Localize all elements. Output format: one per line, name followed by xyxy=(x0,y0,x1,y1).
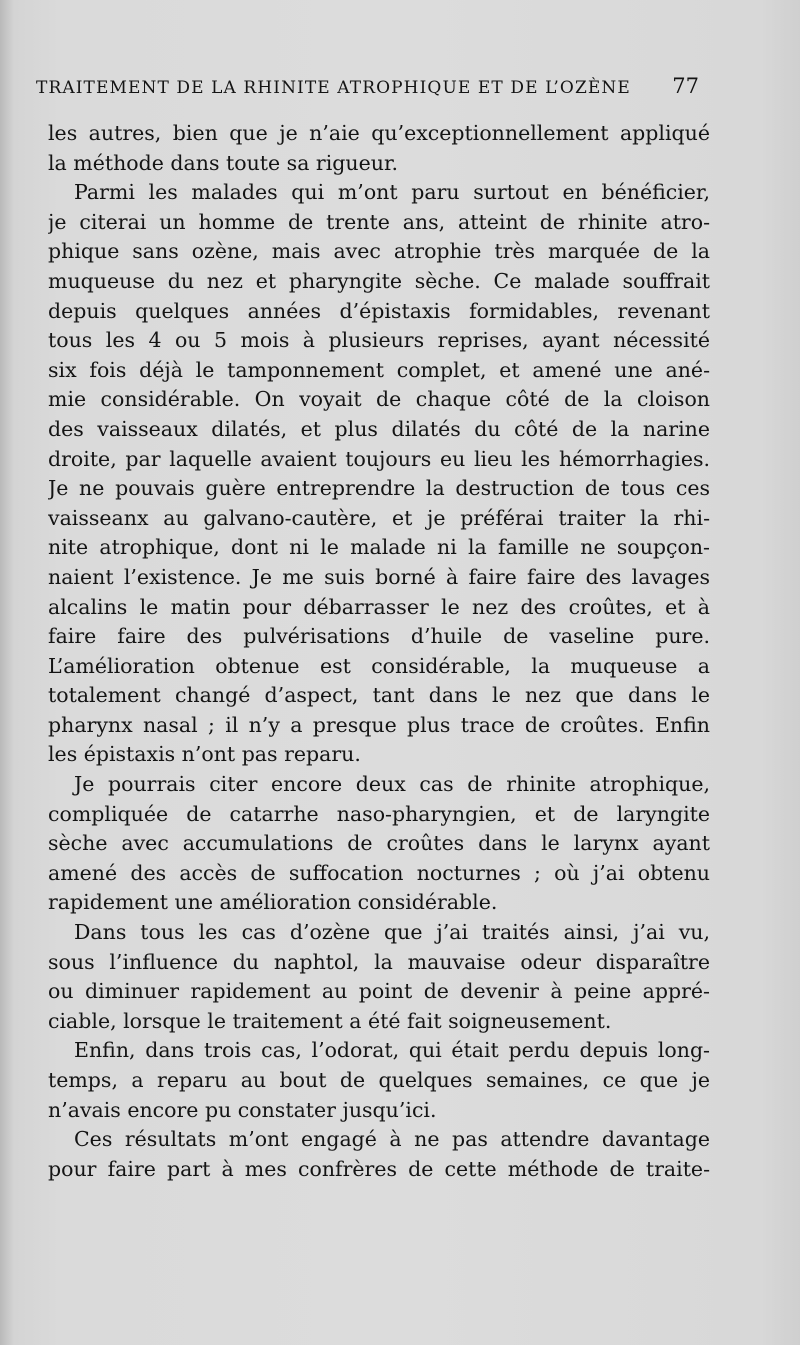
text-line: Ces résultats m’ont engagé à ne pas attendre davantage xyxy=(74,1127,710,1152)
text-line: Enfin, dans trois cas, l’odorat, qui était perdu depuis long- xyxy=(74,1038,710,1063)
text-line: nite atrophique, dont ni le malade ni la famille ne soupçon- xyxy=(48,535,710,560)
text-line: ciable, lorsque le traitement a été fait soigneusement. xyxy=(48,1008,612,1033)
text-line: mie considérable. On voyait de chaque côté de la cloison xyxy=(48,387,710,412)
text-line: six fois déjà le tamponnement complet, et amené une ané- xyxy=(48,357,710,382)
text-line: pharynx nasal ; il n’y a presque plus trace de croûtes. Enfin xyxy=(48,712,710,737)
page-number: 77 xyxy=(672,74,699,98)
text-line: temps, a reparu au bout de quelques semaines, ce que je xyxy=(48,1068,710,1092)
text-line: je citerai un homme de trente ans, atteint de rhinite atro- xyxy=(48,209,710,234)
text-line: droite, par laquelle avaient toujours eu lieu les hémorrhagies. xyxy=(48,446,710,471)
text-line: sous l’influence du naphtol, la mauvaise odeur disparaître xyxy=(48,949,710,974)
running-title: TRAITEMENT DE LA RHINITE ATROPHIQUE ET DE L’OZÈNE xyxy=(36,78,631,98)
text-line: Je pourrais citer encore deux cas de rhinite atrophique, xyxy=(74,772,710,797)
text-line: les autres, bien que je n’aie qu’exceptionnellement appliqué xyxy=(48,121,710,145)
text-line: depuis quelques années d’épistaxis formidables, revenant xyxy=(48,298,710,323)
text-line: vaisseanx au galvano-cautère, et je préférai traiter la rhi- xyxy=(48,505,710,530)
text-line: totalement changé d’aspect, tant dans le nez que dans le xyxy=(48,683,710,708)
text-line: des vaisseaux dilatés, et plus dilatés du côté de la narine xyxy=(48,416,710,441)
text-line: amené des accès de suffocation nocturnes ; où j’ai obtenu xyxy=(48,860,710,885)
text-line: sèche avec accumulations de croûtes dans le larynx ayant xyxy=(48,831,710,856)
text-line: naient l’existence. Je me suis borné à faire faire des lavages xyxy=(48,564,710,589)
text-line: n’avais encore pu constater jusqu’ici. xyxy=(48,1097,437,1122)
text-line: tous les 4 ou 5 mois à plusieurs reprises, ayant nécessité xyxy=(48,328,710,353)
text-line: Parmi les malades qui m’ont paru surtout en bénéficier, xyxy=(74,180,710,205)
text-line: alcalins le matin pour débarrasser le nez des croûtes, et à xyxy=(48,594,710,619)
text-line: pour faire part à mes confrères de cette méthode de traite- xyxy=(48,1156,710,1181)
text-line: L’amélioration obtenue est considérable, la muqueuse a xyxy=(48,653,710,678)
text-line: les épistaxis n’ont pas reparu. xyxy=(48,742,361,767)
body-text xyxy=(48,119,710,1184)
text-line: compliquée de catarrhe naso-pharyngien, et de laryngite xyxy=(48,801,710,826)
text-line: rapidement une amélioration considérable. xyxy=(48,890,498,915)
text-line: muqueuse du nez et pharyngite sèche. Ce malade souffrait xyxy=(48,268,710,293)
text-line: phique sans ozène, mais avec atrophie très marquée de la xyxy=(48,239,710,264)
text-line: Dans tous les cas d’ozène que j’ai traités ainsi, j’ai vu, xyxy=(74,920,710,945)
text-line: faire faire des pulvérisations d’huile de vaseline pure. xyxy=(48,624,710,649)
text-line: ou diminuer rapidement au point de devenir à peine appré- xyxy=(48,979,710,1004)
text-line: la méthode dans toute sa rigueur. xyxy=(48,150,399,175)
text-line: Je ne pouvais guère entreprendre la destruction de tous ces xyxy=(48,476,710,501)
running-head xyxy=(36,74,699,104)
